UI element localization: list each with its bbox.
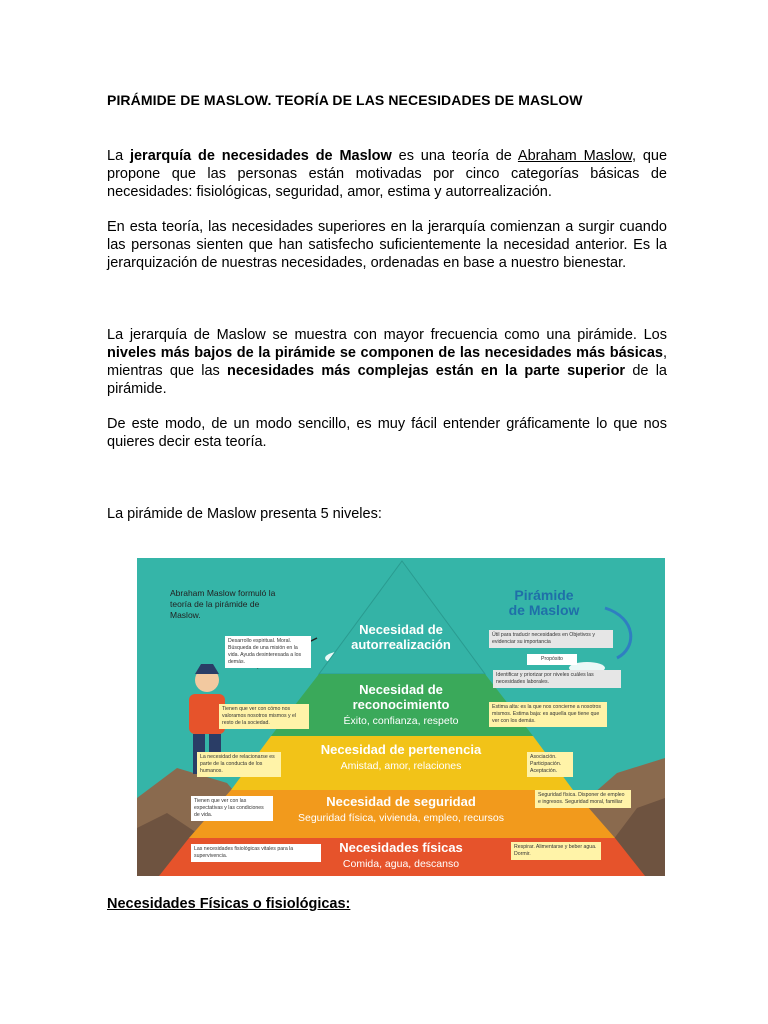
text-run: , mientras que las xyxy=(107,345,667,379)
note-left: Las necesidades fisiológicas vitales para la supervivencia. xyxy=(191,844,321,862)
note-right: Propósito xyxy=(527,654,577,665)
bold-text: jerarquía de necesidades de Maslow xyxy=(129,148,392,164)
brand-title xyxy=(489,588,599,618)
level-subtitle: Seguridad física, vivienda, empleo, recursos xyxy=(297,812,505,824)
level-title: Necesidad de seguridad xyxy=(326,794,476,809)
person-hair xyxy=(195,664,219,674)
note-right: Identificar y priorizar por niveles cuáles las necesidades laborales. xyxy=(493,670,621,688)
level-title: Necesidad de pertenencia xyxy=(320,742,482,757)
level-title-line: autorrealización xyxy=(351,637,451,652)
brand-line: de Maslow xyxy=(508,602,580,618)
bold-text: niveles más bajos de la pirámide se componen de las necesidades más básicas xyxy=(107,345,663,361)
text-run: La jerarquía de Maslow se muestra con mayor frecuencia como una pirámide. Los xyxy=(107,327,667,343)
intro-text: Abraham Maslow formuló la teoría de la pirámide de Maslow. xyxy=(170,588,276,620)
brand-line: Pirámide xyxy=(514,587,574,603)
level-subtitle: Amistad, amor, relaciones xyxy=(340,760,462,772)
section-heading: Necesidades Físicas o fisiológicas: xyxy=(107,896,351,912)
text-run: , que propone que las personas están motivadas por cinco categorías básicas de necesidades: fisiológicas, seguridad, amor, estima y autorrealización. xyxy=(107,148,668,200)
level-title: Necesidades físicas xyxy=(339,840,463,855)
text-run: La xyxy=(107,148,130,164)
level-title-line: Necesidad de xyxy=(359,622,443,637)
paragraph-pyramid xyxy=(107,326,667,398)
note-right: Seguridad física. Disponer de empleo e ingresos. Seguridad moral, familiar xyxy=(535,790,631,808)
paragraph-hierarchy: En esta teoría, las necesidades superiores en la jerarquía comienzan a surgir cuando las personas sienten que han satisfecho suficientemente la necesidad anterior. Es la jerarquización de nuestras necesidades, ordenadas en base a nuestro bienestar. xyxy=(107,219,667,271)
maslow-pyramid-image xyxy=(137,558,665,876)
note-right: Útil para traducir necesidades en Objetivos y evidenciar su importancia xyxy=(489,630,613,648)
paragraph-levels: La pirámide de Maslow presenta 5 niveles: xyxy=(107,506,382,522)
text-run: es una teoría de xyxy=(391,148,518,164)
document-title: PIRÁMIDE DE MASLOW. TEORÍA DE LAS NECESIDADES DE MASLOW xyxy=(107,92,583,108)
level-subtitle: Comida, agua, descanso xyxy=(342,858,460,870)
abraham-maslow-link[interactable]: Abraham Maslow xyxy=(517,148,632,164)
level-title-line: reconocimiento xyxy=(352,697,450,712)
level-autorrealizacion xyxy=(319,561,485,674)
paragraph-simple: De este modo, de un modo sencillo, es muy fácil entender gráficamente lo que nos quieres decir esta teoría. xyxy=(107,416,667,450)
note-left: La necesidad de relacionarse es parte de la conducta de los humanos. xyxy=(197,752,281,777)
level-title-line: Necesidad de xyxy=(359,682,443,697)
note-right: Asociación. Participación. Aceptación. xyxy=(527,752,573,777)
note-left: Tienen que ver con las expectativas y las condiciones de vida. xyxy=(191,796,273,821)
note-left: Tienen que ver con cómo nos valoramos nosotros mismos y el resto de la sociedad. xyxy=(219,704,309,729)
note-right: Respirar. Alimentarse y beber agua. Dormir. xyxy=(511,842,601,860)
bold-text: necesidades más complejas están en la parte superior xyxy=(227,363,626,379)
paragraph-intro xyxy=(107,147,667,201)
text-run: de la pirámide. xyxy=(107,363,667,397)
note-right: Estima alta: es la que nos concierne a nosotros mismos. Estima baja: es aquella que tiene que ver con los demás. xyxy=(489,702,607,727)
note-left: Desarrollo espiritual. Moral. Búsqueda de una misión en la vida. Ayuda desinteresada a los demás. xyxy=(225,636,311,668)
level-subtitle: Éxito, confianza, respeto xyxy=(343,715,459,727)
